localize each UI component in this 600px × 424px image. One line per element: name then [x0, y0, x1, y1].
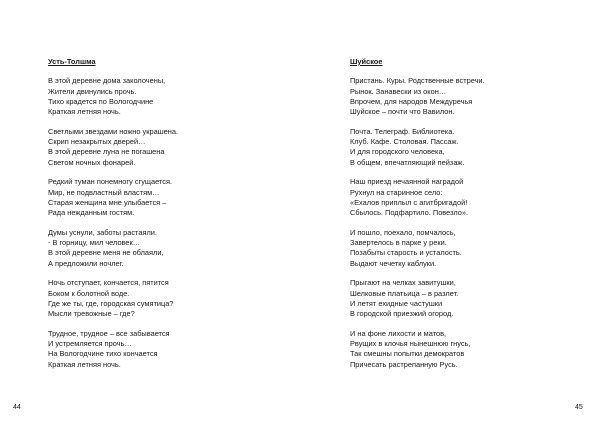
poem-line: Впрочем, для народов Междуречья	[350, 96, 473, 106]
poem-line: Редкий туман понемногу сгущается.	[48, 177, 173, 187]
poem-line: Краткая летняя ночь.	[48, 359, 121, 369]
poem-line: - В горницу, мил человек…	[48, 238, 141, 248]
poem-line: И на фоне лихости и матов,	[350, 328, 447, 338]
stanza	[350, 329, 485, 370]
stanza	[350, 278, 485, 319]
poem-line: «Ехалов приплыл с агитбригадой!	[350, 197, 468, 207]
poem-line: Почта. Телеграф. Библиотека.	[350, 126, 455, 136]
poem-shuyskoe	[350, 57, 485, 379]
poem-line: В общем, впечатляющий пейзаж.	[350, 157, 465, 167]
stanza	[350, 177, 485, 218]
poem-line: Прыгают на челках завитушки,	[350, 278, 456, 288]
poem-line: В этой деревне луна не погашена	[48, 147, 165, 157]
poem-line: Рынок. Занавески из окон…	[350, 86, 447, 96]
poem-line: Наш приезд нечаянной наградой	[350, 177, 464, 187]
poem-line: В этой деревне меня не облаяли,	[48, 248, 164, 258]
poem-line: Светлыми звездами ножно украшена.	[48, 126, 178, 136]
poem-line: Так смешны попытки демократов	[350, 349, 465, 359]
poem-line: Старая женщина мне улыбается –	[48, 197, 167, 207]
poem-line: Мысли тревожные – где?	[48, 309, 135, 318]
stanza	[350, 127, 485, 168]
stanza	[350, 76, 485, 117]
poem-line: Краткая летняя ночь.	[48, 107, 121, 116]
stanza	[48, 228, 178, 269]
page-number: 44	[13, 404, 21, 411]
poem-line: Боком к болотной воде.	[48, 288, 130, 298]
poem-line: Завертелось в парке у реки.	[350, 238, 447, 248]
poem-line: Ночь отступает, кончается, пятится	[48, 278, 169, 288]
poem-line: А предложили ночлег.	[48, 258, 124, 268]
poem-line: Шелковые платьица – в разлет.	[350, 288, 459, 298]
stanza	[48, 127, 178, 168]
poem-line: И для городского человека,	[350, 147, 445, 157]
poem-title: Шуйское	[350, 57, 383, 66]
poem-line: Шуйское – почти что Вавилон.	[350, 107, 455, 116]
poem-line: Тихо крадется по Вологодчине	[48, 96, 154, 106]
poem-line: Сбылось. Подфартило. Повезло».	[350, 208, 469, 217]
page-number: 45	[575, 404, 583, 411]
poem-title: Усть-Толшма	[48, 57, 96, 66]
poem-line: Причесать растрепанную Русь.	[350, 359, 458, 369]
poem-line: В этой деревне дома заколочены,	[48, 76, 166, 86]
poem-line: Рухнул на старинное село:	[350, 187, 443, 197]
poem-line: В городской приезжий огород.	[350, 309, 454, 318]
poem-line: Рада нежданным гостям.	[48, 208, 135, 217]
poem-line: На Вологодчине тихо кончается	[48, 349, 158, 359]
poem-line: Светом ночных фонарей.	[48, 157, 136, 167]
poem-line: И летят ехидные частушки	[350, 298, 443, 308]
poem-line: Трудное, трудное – все забывается	[48, 328, 170, 338]
poem-line: И пошло, поехало, помчалось,	[350, 227, 456, 237]
poem-line: И устремляется прочь…	[48, 339, 132, 349]
poem-line: Выдают чечетку каблуки.	[350, 258, 437, 268]
stanza	[350, 228, 485, 269]
stanza	[48, 76, 178, 117]
stanza	[48, 177, 178, 218]
poem-line: Клуб. Кафе. Столовая. Пассаж.	[350, 137, 459, 147]
right-page	[300, 0, 600, 424]
stanza	[48, 278, 178, 319]
poem-line: Пристань. Куры. Родственные встречи.	[350, 76, 485, 86]
poem-line: Позабыты старость и усталость.	[350, 248, 462, 258]
poem-line: Жители двинулись прочь.	[48, 86, 137, 96]
poem-line: Мир, не подвластный властям…	[48, 187, 160, 197]
poem-line: Скрип незакрытых дверей…	[48, 137, 146, 147]
poem-line: Рвущих в клочья нынешнюю гнусь,	[350, 339, 471, 349]
poem-ust-tolshma	[48, 57, 178, 379]
stanza	[48, 329, 178, 370]
poem-line: Где же ты, где, городская сумятица?	[48, 298, 174, 308]
poem-line: Думы уснули, заботы растаяли.	[48, 227, 157, 237]
